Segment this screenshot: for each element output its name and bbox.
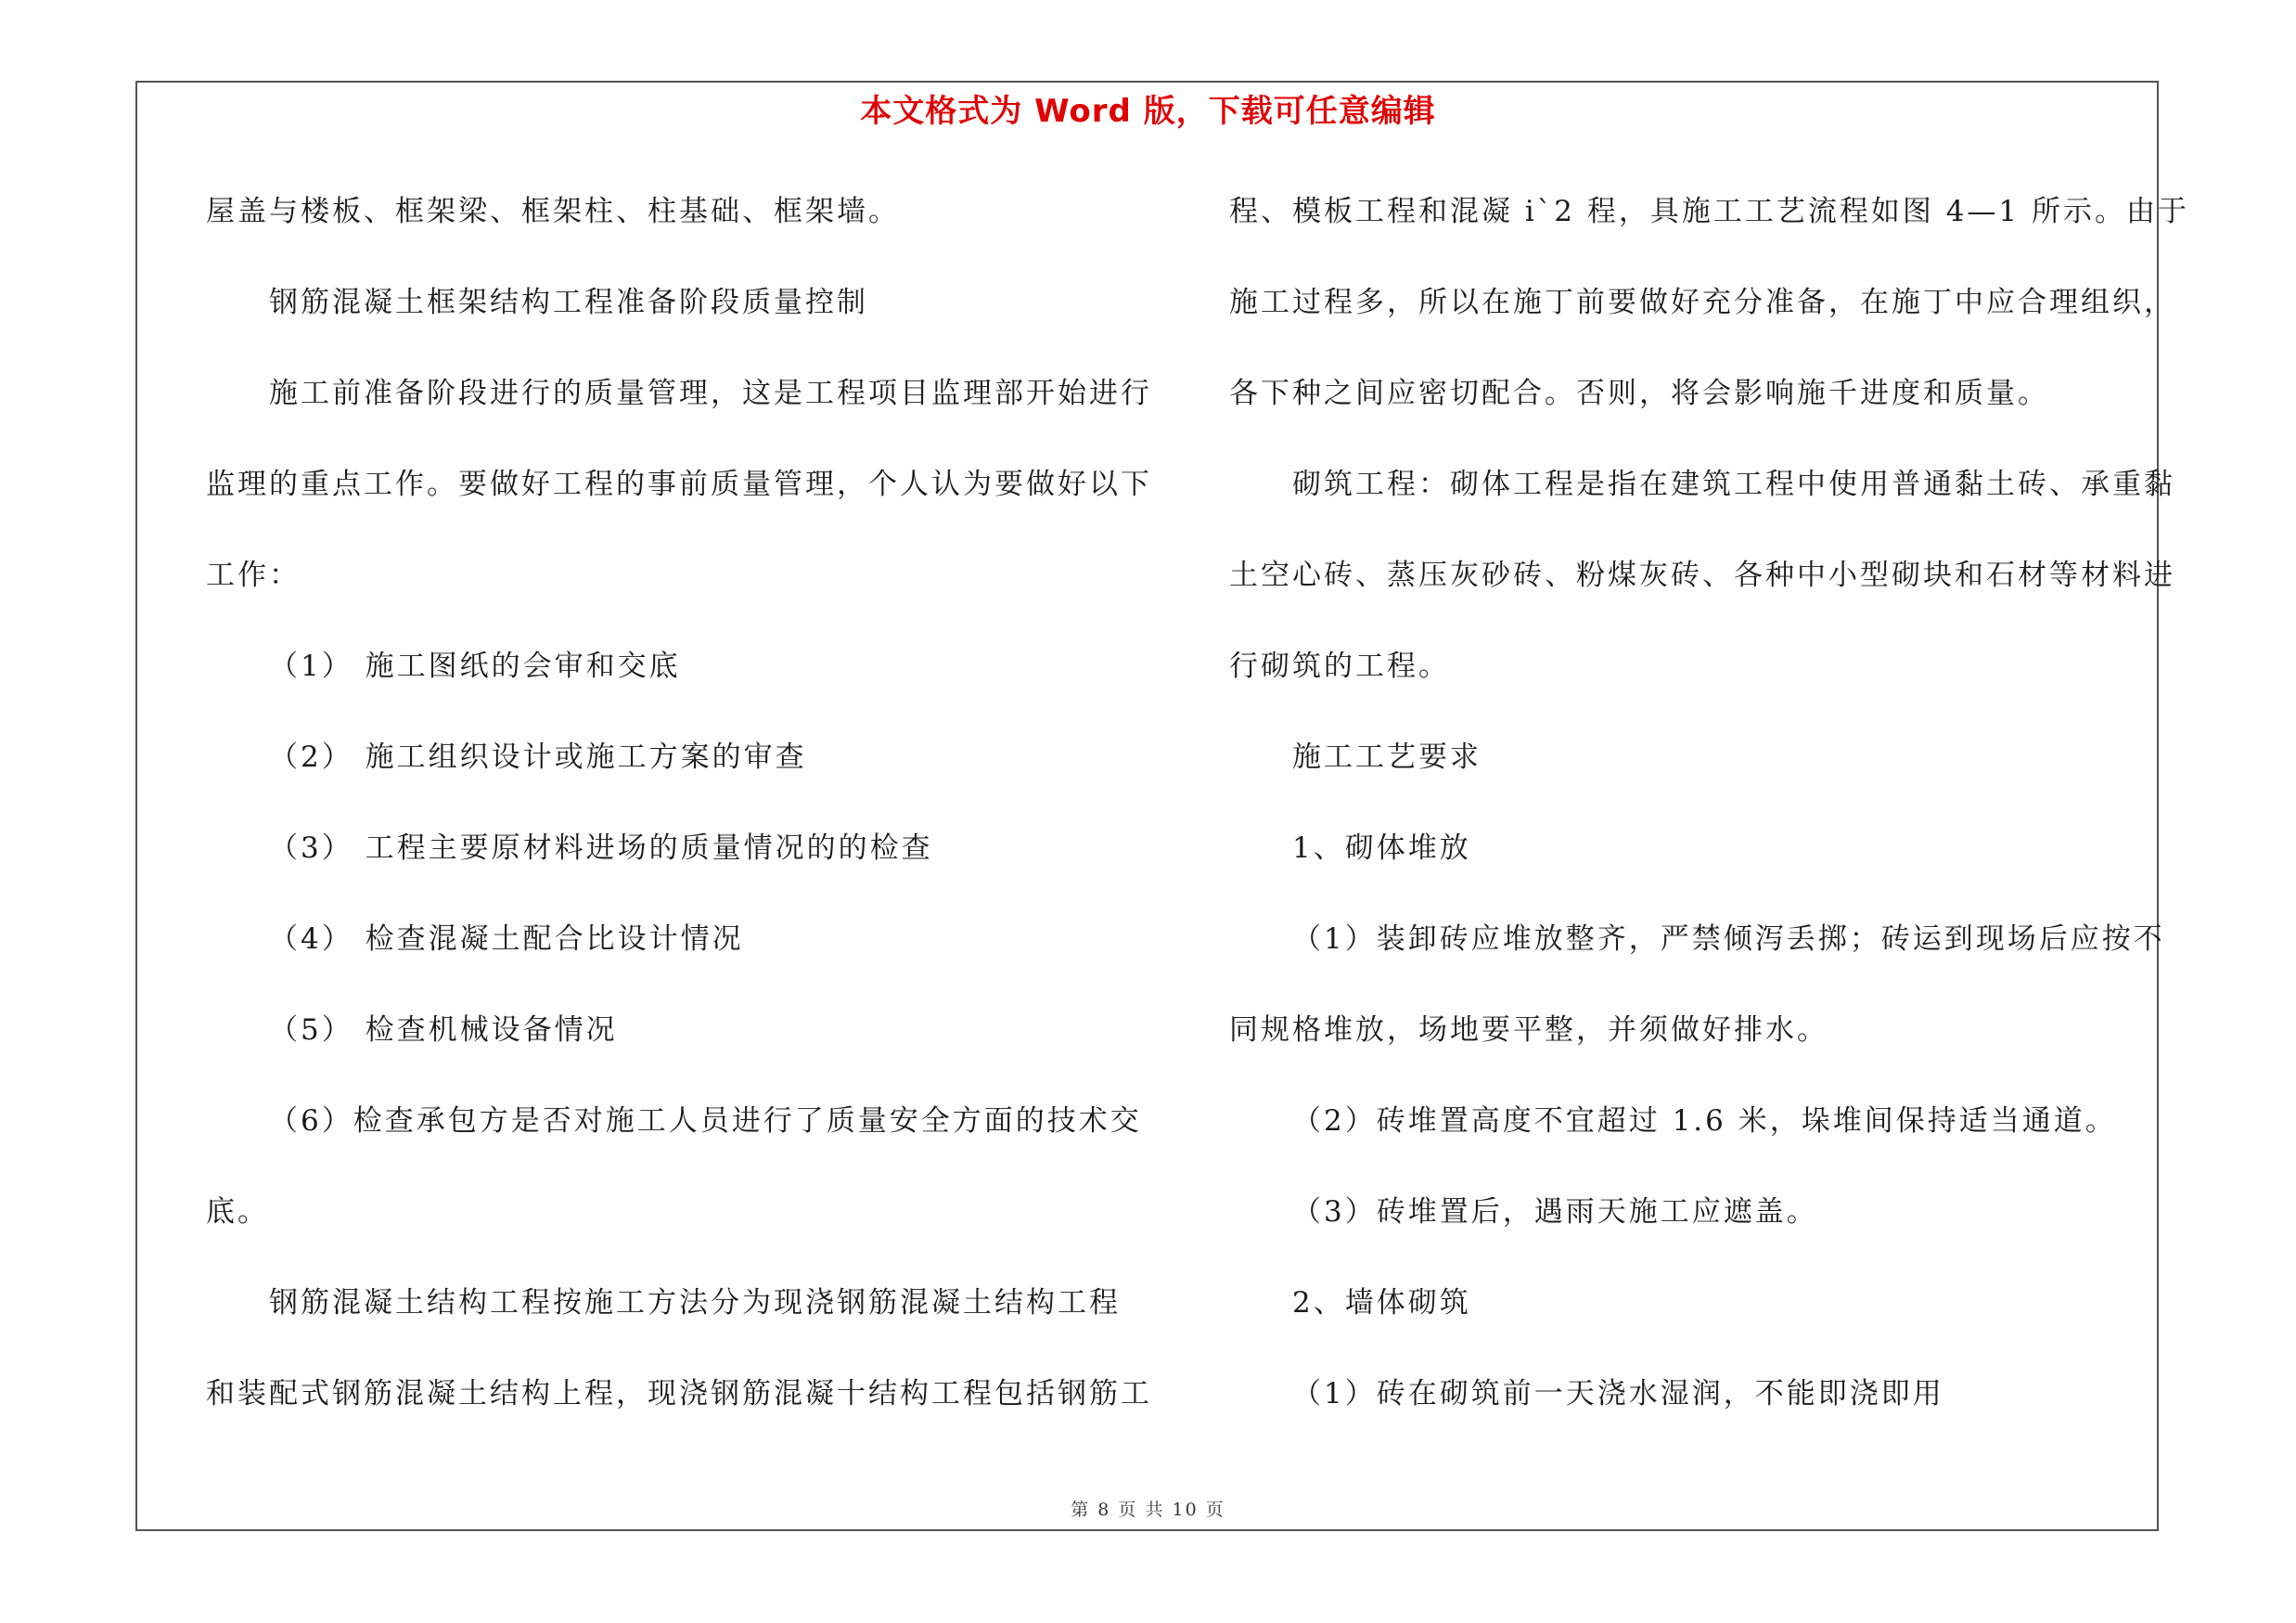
text-line: 各下种之间应密切配合。否则，将会影响施千进度和质量。 <box>1229 377 2049 410</box>
text-line: 钢筋混凝土框架结构工程准备阶段质量控制 <box>269 286 868 319</box>
text-line: 监理的重点工作。要做好工程的事前质量管理，个人认为要做好以下 <box>206 468 1152 501</box>
text-line: 施工工艺要求 <box>1292 741 1481 774</box>
text-line: 钢筋混凝土结构工程按施工方法分为现浇钢筋混凝土结构工程 <box>269 1286 1121 1320</box>
header-banner: 本文格式为 Word 版，下载可任意编辑 <box>860 93 1436 130</box>
text-line: 施工前准备阶段进行的质量管理，这是工程项目监理部开始进行 <box>269 377 1152 410</box>
text-line: 砌筑工程：砌体工程是指在建筑工程中使用普通黏土砖、承重黏 <box>1292 468 2175 501</box>
right-column <box>1229 184 2189 1457</box>
left-column <box>206 184 1152 1457</box>
text-line: 施工过程多，所以在施丁前要做好充分准备，在施丁中应合理组织， <box>1229 286 2175 319</box>
text-line: 屋盖与楼板、框架梁、框架柱、柱基础、框架墙。 <box>206 195 900 228</box>
text-line: 工作： <box>206 559 301 592</box>
text-line: （1）装卸砖应堆放整齐，严禁倾泻丢掷；砖运到现场后应按不 <box>1292 922 2165 956</box>
text-line: （6）检查承包方是否对施工人员进行了质量安全方面的技术交 <box>269 1104 1142 1138</box>
text-line: 底。 <box>206 1195 269 1229</box>
text-line: （3） 工程主要原材料进场的质量情况的的检查 <box>269 831 933 865</box>
text-line: 行砌筑的工程。 <box>1229 650 1450 683</box>
text-line: （2）砖堆置高度不宜超过 1.6 米，垛堆间保持适当通道。 <box>1292 1104 2117 1138</box>
text-line: （1） 施工图纸的会审和交底 <box>269 650 681 683</box>
page-footer: 第 8 页 共 10 页 <box>1071 1500 1225 1520</box>
text-line: （1）砖在砌筑前一天浇水湿润，不能即浇即用 <box>1292 1377 1944 1410</box>
text-line: 土空心砖、蒸压灰砂砖、粉煤灰砖、各种中小型砌块和石材等材料进 <box>1229 559 2175 592</box>
text-line: 程、模板工程和混凝 i`2 程，具施工工艺流程如图 4—1 所示。由于 <box>1229 195 2189 228</box>
text-line: （4） 检查混凝土配合比设计情况 <box>269 922 744 956</box>
text-line: 2、墙体砌筑 <box>1292 1286 1471 1320</box>
text-line: 1、砌体堆放 <box>1292 831 1471 865</box>
text-line: 同规格堆放，场地要平整，并须做好排水。 <box>1229 1013 1828 1047</box>
text-line: （3）砖堆置后，遇雨天施工应遮盖。 <box>1292 1195 1818 1229</box>
text-line: 和装配式钢筋混凝土结构上程，现浇钢筋混凝十结构工程包括钢筋工 <box>206 1377 1152 1410</box>
text-line: （5） 检查机械设备情况 <box>269 1013 618 1047</box>
text-line: （2） 施工组织设计或施工方案的审查 <box>269 741 807 774</box>
